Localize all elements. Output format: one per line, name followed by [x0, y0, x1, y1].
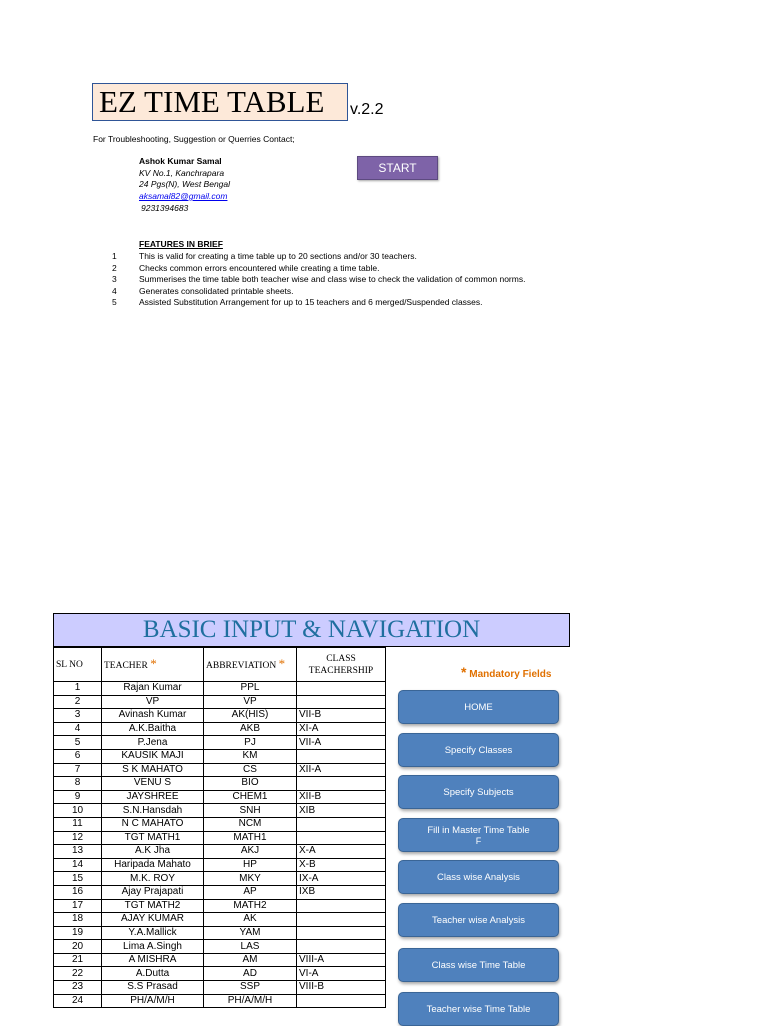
specify-subjects-button[interactable]	[398, 775, 559, 809]
teacher-name-cell[interactable]: A.Dutta	[102, 967, 204, 981]
version-label: v.2.2	[350, 101, 384, 118]
sl-no-cell: 24	[54, 994, 102, 1008]
teacher-name-cell[interactable]: TGT MATH2	[102, 899, 204, 913]
class-teachership-cell[interactable]: VII-A	[297, 736, 386, 750]
mandatory-star: *	[278, 655, 286, 671]
sl-no-cell: 4	[54, 722, 102, 736]
basic-input-title: BASIC INPUT & NAVIGATION	[53, 613, 570, 647]
table-row	[54, 845, 386, 859]
table-row	[54, 736, 386, 750]
feature-text: Summerises the time table both teacher wise and class wise to check the validation of common norms.	[139, 274, 526, 284]
class-teachership-cell[interactable]: IXB	[297, 885, 386, 899]
teacher-name-cell[interactable]: N C MAHATO	[102, 817, 204, 831]
sl-no-cell: 7	[54, 763, 102, 777]
mandatory-star: *	[150, 655, 157, 671]
teacher-name-cell[interactable]: Y.A.Mallick	[102, 926, 204, 940]
feature-number: 1	[112, 251, 117, 261]
table-row	[54, 777, 386, 791]
table-row	[54, 709, 386, 723]
table-row	[54, 913, 386, 927]
abbreviation-cell[interactable]: BIO	[204, 777, 297, 791]
class-teachership-cell[interactable]	[297, 749, 386, 763]
specify-classes-button[interactable]	[398, 733, 559, 767]
table-row	[54, 682, 386, 696]
nav-button-label: Fill in Master Time Table	[427, 824, 530, 836]
mandatory-star: *	[461, 664, 467, 680]
author-email-link[interactable]: aksamal82@gmail.com	[139, 191, 228, 202]
nav-button-sublabel: F	[475, 835, 482, 846]
sl-no-cell: 10	[54, 804, 102, 818]
nav-button-label: Teacher wise Analysis	[432, 914, 525, 926]
abbreviation-cell[interactable]: AK(HIS)	[204, 709, 297, 723]
sl-no-cell: 19	[54, 926, 102, 940]
abbreviation-cell[interactable]: MKY	[204, 872, 297, 886]
sl-no-cell: 23	[54, 981, 102, 995]
class-teachership-cell[interactable]: XI-A	[297, 722, 386, 736]
abbreviation-cell[interactable]: CHEM1	[204, 790, 297, 804]
sl-no-cell: 6	[54, 749, 102, 763]
class-teachership-cell[interactable]: VIII-A	[297, 953, 386, 967]
sl-no-cell: 3	[54, 709, 102, 723]
sl-no-cell: 18	[54, 913, 102, 927]
sl-no-cell: 14	[54, 858, 102, 872]
sl-no-cell: 1	[54, 682, 102, 696]
table-row	[54, 790, 386, 804]
teacher-name-cell[interactable]: Haripada Mahato	[102, 858, 204, 872]
table-row	[54, 749, 386, 763]
class-teachership-cell[interactable]: XII-A	[297, 763, 386, 777]
class-teachership-cell[interactable]: XIB	[297, 804, 386, 818]
nav-button-label: Specify Classes	[444, 744, 513, 756]
teacher-name-cell[interactable]: Rajan Kumar	[102, 682, 204, 696]
nav-button-label: HOME	[464, 701, 493, 713]
author-phone: 9231394683	[141, 202, 189, 213]
feature-number: 3	[112, 274, 117, 284]
features-heading: FEATURES IN BRIEF	[139, 239, 223, 249]
abbreviation-cell[interactable]: PJ	[204, 736, 297, 750]
teacher-name-cell[interactable]: Avinash Kumar	[102, 709, 204, 723]
teacher-name-cell[interactable]: A.K.Baitha	[102, 722, 204, 736]
teacher-table	[53, 647, 386, 1008]
class-wise-analysis-button[interactable]	[398, 860, 559, 894]
abbreviation-cell[interactable]: MATH1	[204, 831, 297, 845]
author-block	[139, 156, 230, 215]
sl-no-cell: 2	[54, 695, 102, 709]
feature-text: Checks common errors encountered while creating a time table.	[139, 262, 380, 273]
class-teachership-cell[interactable]	[297, 899, 386, 913]
sl-no-cell: 9	[54, 790, 102, 804]
class-teachership-cell[interactable]: VI-A	[297, 967, 386, 981]
table-row	[54, 804, 386, 818]
teacher-wise-time-table-button[interactable]	[398, 992, 559, 1026]
class-teachership-cell[interactable]	[297, 926, 386, 940]
class-wise-time-table-button[interactable]	[398, 948, 559, 982]
table-row	[54, 695, 386, 709]
teacher-name-cell[interactable]: PH/A/M/H	[102, 994, 204, 1008]
class-teachership-cell[interactable]: X-B	[297, 858, 386, 872]
sl-no-cell: 15	[54, 872, 102, 886]
abbreviation-cell[interactable]: AKJ	[204, 845, 297, 859]
abbreviation-cell[interactable]: SNH	[204, 804, 297, 818]
table-row	[54, 872, 386, 886]
table-row	[54, 953, 386, 967]
table-row	[54, 899, 386, 913]
class-teachership-cell[interactable]	[297, 940, 386, 954]
sl-no-cell: 11	[54, 817, 102, 831]
author-name: Ashok Kumar Samal	[139, 156, 222, 166]
abbreviation-cell[interactable]: AP	[204, 885, 297, 899]
author-address-line2: 24 Pgs(N), West Bengal	[139, 179, 231, 190]
sl-no-cell: 8	[54, 777, 102, 791]
feature-number: 2	[112, 262, 117, 273]
class-teachership-cell[interactable]	[297, 777, 386, 791]
abbreviation-cell[interactable]: HP	[204, 858, 297, 872]
class-teachership-cell[interactable]	[297, 695, 386, 709]
table-row	[54, 885, 386, 899]
abbreviation-cell[interactable]: PH/A/M/H	[204, 994, 297, 1008]
abbreviation-cell[interactable]: PPL	[204, 682, 297, 696]
abbreviation-cell[interactable]: KM	[204, 749, 297, 763]
contact-line: For Troubleshooting, Suggestion or Querries Contact;	[93, 134, 295, 144]
teacher-name-cell[interactable]: TGT MATH1	[102, 831, 204, 845]
table-row	[54, 926, 386, 940]
abbreviation-cell[interactable]: CS	[204, 763, 297, 777]
table-row	[54, 722, 386, 736]
sl-no-cell: 5	[54, 736, 102, 750]
table-row	[54, 981, 386, 995]
fill-master-time-table-button[interactable]	[398, 818, 559, 852]
col-sl-no: SL NO	[54, 648, 102, 682]
abbreviation-cell[interactable]: LAS	[204, 940, 297, 954]
abbreviation-cell[interactable]: AK	[204, 913, 297, 927]
class-teachership-cell[interactable]: IX-A	[297, 872, 386, 886]
abbreviation-cell[interactable]: AKB	[204, 722, 297, 736]
feature-text: This is valid for creating a time table up to 20 sections and/or 30 teachers.	[139, 251, 417, 261]
abbreviation-cell[interactable]: NCM	[204, 817, 297, 831]
teacher-wise-analysis-button[interactable]	[398, 903, 559, 937]
abbreviation-cell[interactable]: YAM	[204, 926, 297, 940]
table-row	[54, 817, 386, 831]
teacher-name-cell[interactable]: A MISHRA	[102, 953, 204, 967]
sl-no-cell: 20	[54, 940, 102, 954]
sl-no-cell: 22	[54, 967, 102, 981]
class-teachership-cell[interactable]: X-A	[297, 845, 386, 859]
teacher-name-cell[interactable]: M.K. ROY	[102, 872, 204, 886]
table-row	[54, 763, 386, 777]
teacher-name-cell[interactable]: KAUSIK MAJI	[102, 749, 204, 763]
sl-no-cell: 12	[54, 831, 102, 845]
table-row	[54, 858, 386, 872]
table-row	[54, 994, 386, 1008]
class-teachership-cell[interactable]	[297, 831, 386, 845]
table-row	[54, 831, 386, 845]
feature-text: Assisted Substitution Arrangement for up to 15 teachers and 6 merged/Suspended classes.	[139, 297, 483, 307]
class-teachership-cell[interactable]	[297, 994, 386, 1008]
class-teachership-cell[interactable]: XII-B	[297, 790, 386, 804]
teacher-name-cell[interactable]: VP	[102, 695, 204, 709]
abbreviation-cell[interactable]: SSP	[204, 981, 297, 995]
nav-button-label: Specify Subjects	[443, 786, 514, 798]
abbreviation-cell[interactable]: MATH2	[204, 899, 297, 913]
abbreviation-cell[interactable]: AD	[204, 967, 297, 981]
class-teachership-cell[interactable]	[297, 817, 386, 831]
app-title: EZ TIME TABLE	[92, 83, 348, 121]
col-class-teachership: CLASS TEACHERSHIP	[297, 648, 386, 682]
nav-button-label: Teacher wise Time Table	[426, 1003, 531, 1015]
teacher-name-cell[interactable]: JAYSHREE	[102, 790, 204, 804]
abbreviation-cell[interactable]: AM	[204, 953, 297, 967]
feature-number: 5	[112, 297, 117, 307]
teacher-name-cell[interactable]: S.N.Hansdah	[102, 804, 204, 818]
class-teachership-cell[interactable]: VII-B	[297, 709, 386, 723]
teacher-name-cell[interactable]: S.S Prasad	[102, 981, 204, 995]
sl-no-cell: 17	[54, 899, 102, 913]
home-button[interactable]	[398, 690, 559, 724]
feature-text: Generates consolidated printable sheets.	[139, 285, 294, 296]
teacher-name-cell[interactable]: AJAY KUMAR	[102, 913, 204, 927]
sl-no-cell: 13	[54, 845, 102, 859]
nav-button-label: Class wise Analysis	[437, 871, 520, 883]
teacher-name-cell[interactable]: P.Jena	[102, 736, 204, 750]
col-abbreviation: ABBREVIATION *	[204, 648, 297, 682]
table-row	[54, 940, 386, 954]
start-button[interactable]: START	[357, 156, 438, 180]
nav-button-label: Class wise Time Table	[431, 959, 526, 971]
col-teacher: TEACHER *	[102, 648, 204, 682]
author-address-line1: KV No.1, Kanchrapara	[139, 167, 225, 178]
class-teachership-cell[interactable]: VIII-B	[297, 981, 386, 995]
abbreviation-cell[interactable]: VP	[204, 695, 297, 709]
table-row	[54, 967, 386, 981]
sl-no-cell: 21	[54, 953, 102, 967]
mandatory-fields-note: * Mandatory Fields	[461, 664, 552, 680]
teacher-name-cell[interactable]: A.K Jha	[102, 845, 204, 859]
teacher-name-cell[interactable]: Ajay Prajapati	[102, 885, 204, 899]
teacher-table-header	[54, 648, 386, 682]
class-teachership-cell[interactable]	[297, 913, 386, 927]
teacher-name-cell[interactable]: Lima A.Singh	[102, 940, 204, 954]
teacher-name-cell[interactable]: VENU S	[102, 777, 204, 791]
class-teachership-cell[interactable]	[297, 682, 386, 696]
feature-number: 4	[112, 285, 117, 296]
sl-no-cell: 16	[54, 885, 102, 899]
teacher-name-cell[interactable]: S K MAHATO	[102, 763, 204, 777]
